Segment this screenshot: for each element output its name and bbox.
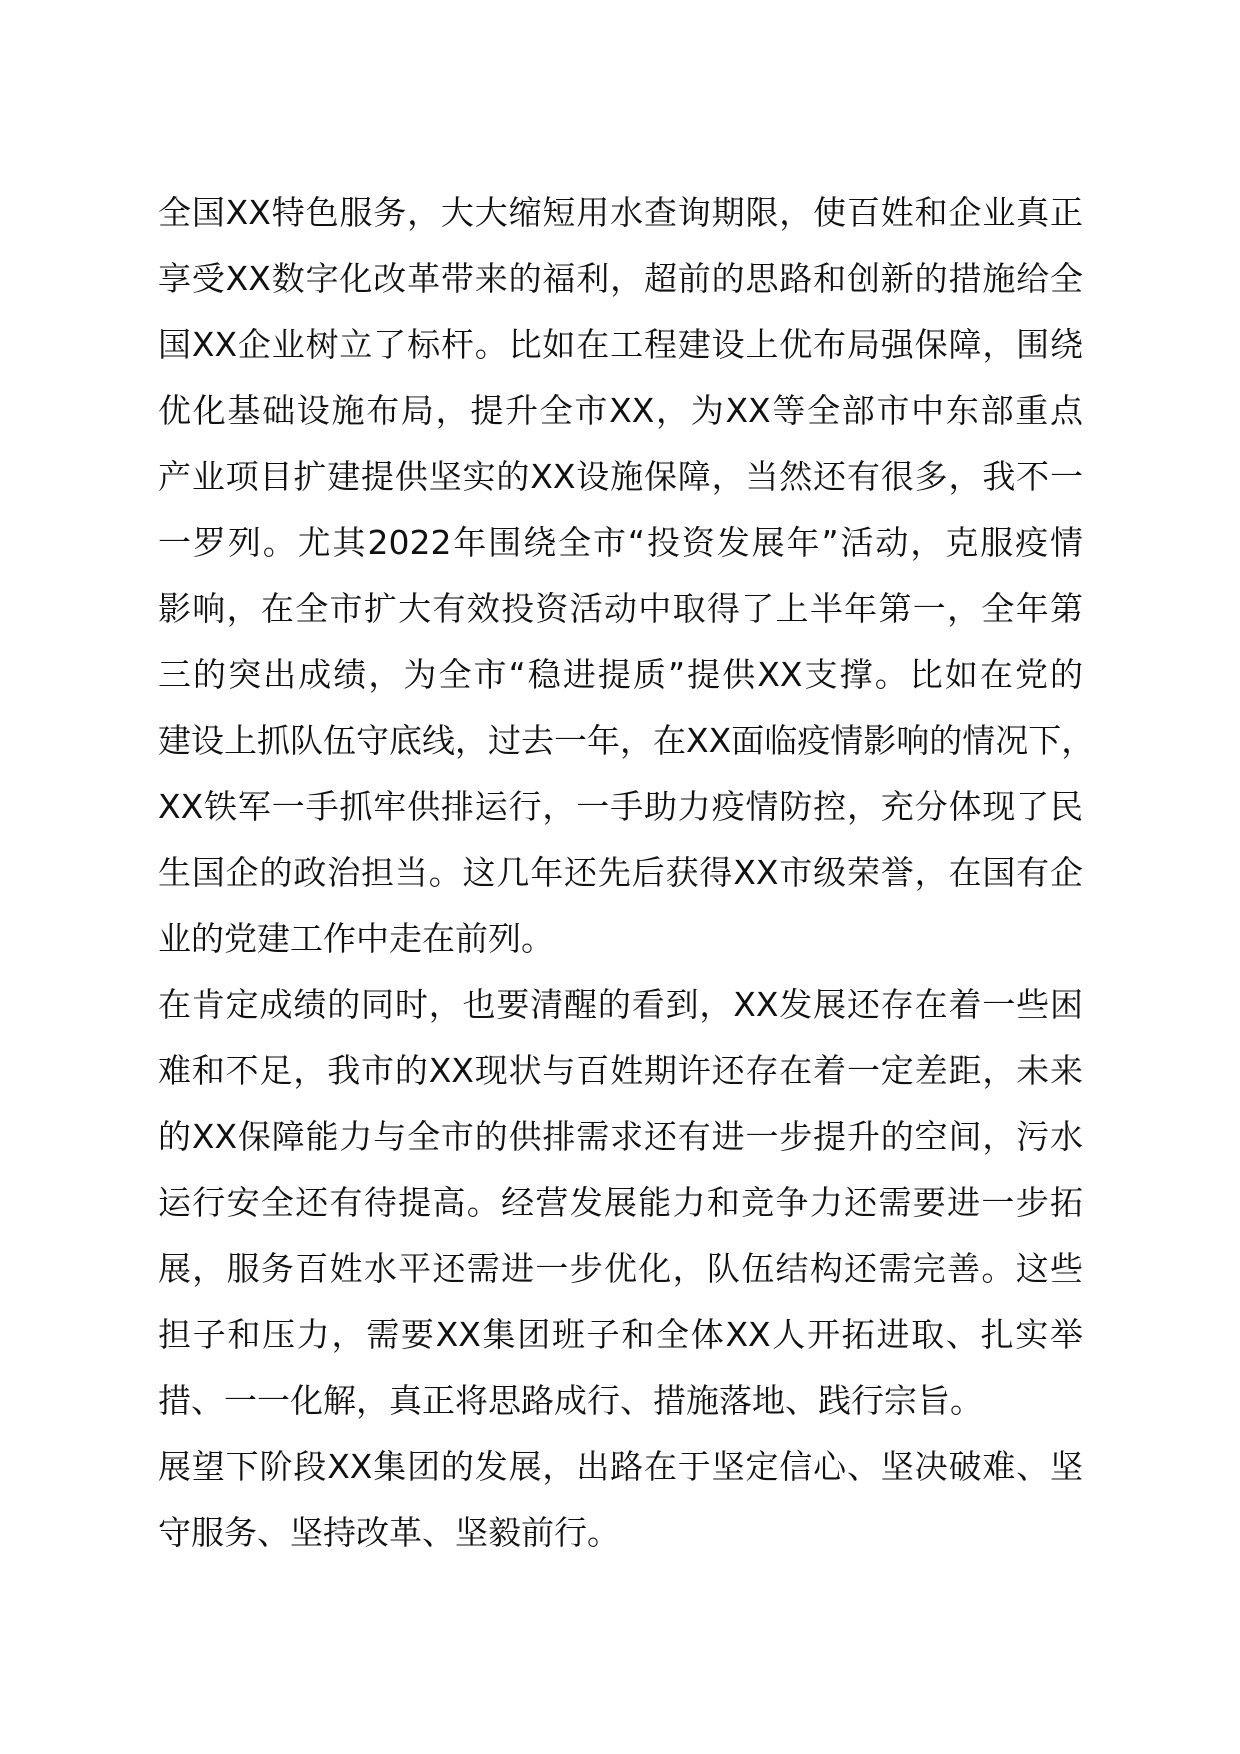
paragraph-1-line-11: 生国企的政治担当。这几年还先后获得XX市级荣誉，在国有企	[158, 853, 1083, 892]
paragraph-2-line-7: 措、一一化解，真正将思路成行、措施落地、践行宗旨。	[158, 1381, 983, 1420]
paragraph-2-line-6: 担子和压力，需要XX集团班子和全体XX人开拓进取、扎实举	[158, 1315, 1083, 1354]
paragraph-3	[158, 1434, 1083, 1566]
paragraph-1-line-5: 产业项目扩建提供坚实的XX设施保障，当然还有很多，我不一	[158, 457, 1083, 496]
paragraph-2-line-4: 运行安全还有待提高。经营发展能力和竞争力还需要进一步拓	[158, 1183, 1083, 1222]
document-body	[158, 180, 1095, 1566]
paragraph-1-line-9: 建设上抓队伍守底线，过去一年，在XX面临疫情影响的情况下，	[158, 721, 1095, 760]
paragraph-3-line-2: 守服务、坚持改革、坚毅前行。	[158, 1513, 620, 1552]
paragraph-1	[158, 180, 1095, 972]
paragraph-1-line-7: 影响，在全市扩大有效投资活动中取得了上半年第一，全年第	[158, 589, 1083, 628]
paragraph-3-line-1: 展望下阶段XX集团的发展，出路在于坚定信心、坚决破难、坚	[158, 1447, 1083, 1486]
paragraph-2-line-5: 展，服务百姓水平还需进一步优化，队伍结构还需完善。这些	[158, 1249, 1083, 1288]
paragraph-1-line-4: 优化基础设施布局，提升全市XX，为XX等全部市中东部重点	[158, 391, 1083, 430]
paragraph-1-line-6: 一罗列。尤其2022年围绕全市“投资发展年”活动，克服疫情	[158, 523, 1083, 562]
paragraph-1-line-1: 全国XX特色服务，大大缩短用水查询期限，使百姓和企业真正	[158, 193, 1083, 232]
paragraph-2-line-3: 的XX保障能力与全市的供排需求还有进一步提升的空间，污水	[158, 1117, 1083, 1156]
paragraph-1-line-12: 业的党建工作中走在前列。	[158, 919, 554, 958]
paragraph-2-line-2: 难和不足，我市的XX现状与百姓期许还存在着一定差距，未来	[158, 1051, 1083, 1090]
paragraph-2-line-1: 在肯定成绩的同时，也要清醒的看到，XX发展还存在着一些困	[158, 985, 1083, 1024]
paragraph-2	[158, 972, 1083, 1434]
paragraph-1-line-3: 国XX企业树立了标杆。比如在工程建设上优布局强保障，围绕	[158, 325, 1083, 364]
paragraph-1-line-2: 享受XX数字化改革带来的福利，超前的思路和创新的措施给全	[158, 259, 1083, 298]
paragraph-1-line-10: XX铁军一手抓牢供排运行，一手助力疫情防控，充分体现了民	[158, 787, 1083, 826]
paragraph-1-line-8: 三的突出成绩，为全市“稳进提质”提供XX支撑。比如在党的	[158, 655, 1083, 694]
